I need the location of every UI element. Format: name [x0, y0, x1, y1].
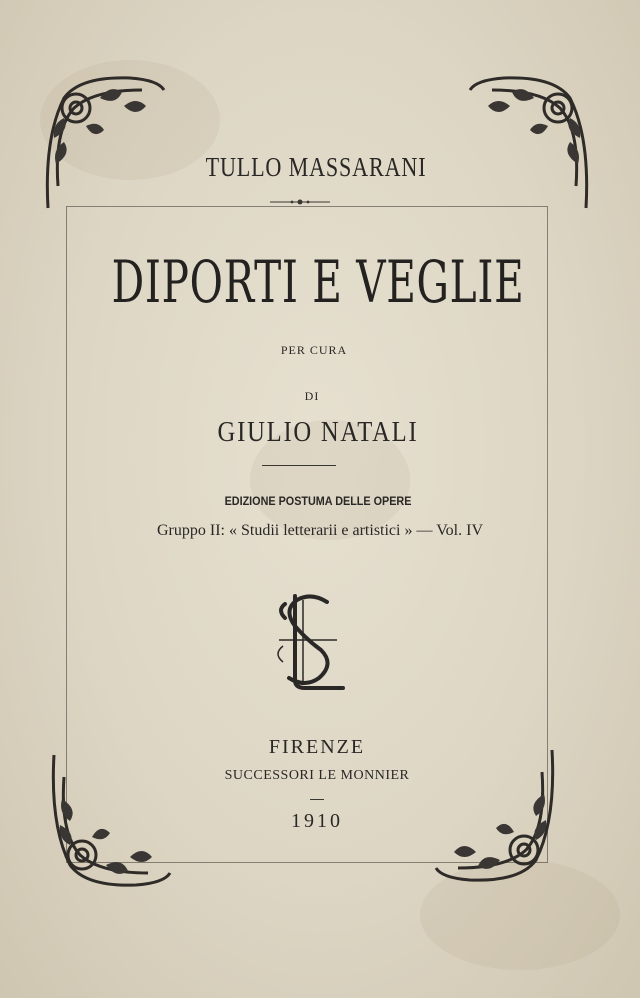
flourish-divider-icon — [270, 197, 330, 207]
short-divider-rule — [310, 799, 324, 800]
book-title: DIPORTI E VEGLIE — [111, 248, 525, 316]
di-label: DI — [304, 389, 320, 403]
floral-scroll-corner-icon — [40, 68, 170, 218]
author-name: TULLO MASSARANI — [205, 152, 427, 182]
edition-line: EDIZIONE POSTUMA DELLE OPERE — [224, 494, 412, 508]
series-line: Gruppo II: « Studii letterarii e artistici » — Vol. IV — [156, 522, 484, 539]
editor-name: GIULIO NATALI — [217, 417, 419, 448]
publisher-name: SUCCESSORI LE MONNIER — [224, 768, 410, 783]
per-cura-label: PER CURA — [280, 343, 348, 357]
publication-year: 1910 — [291, 810, 343, 832]
monogram-ls-icon — [265, 588, 355, 693]
floral-scroll-corner-icon — [464, 68, 594, 218]
divider-rule — [262, 465, 336, 466]
publication-city: FIRENZE — [268, 736, 366, 758]
